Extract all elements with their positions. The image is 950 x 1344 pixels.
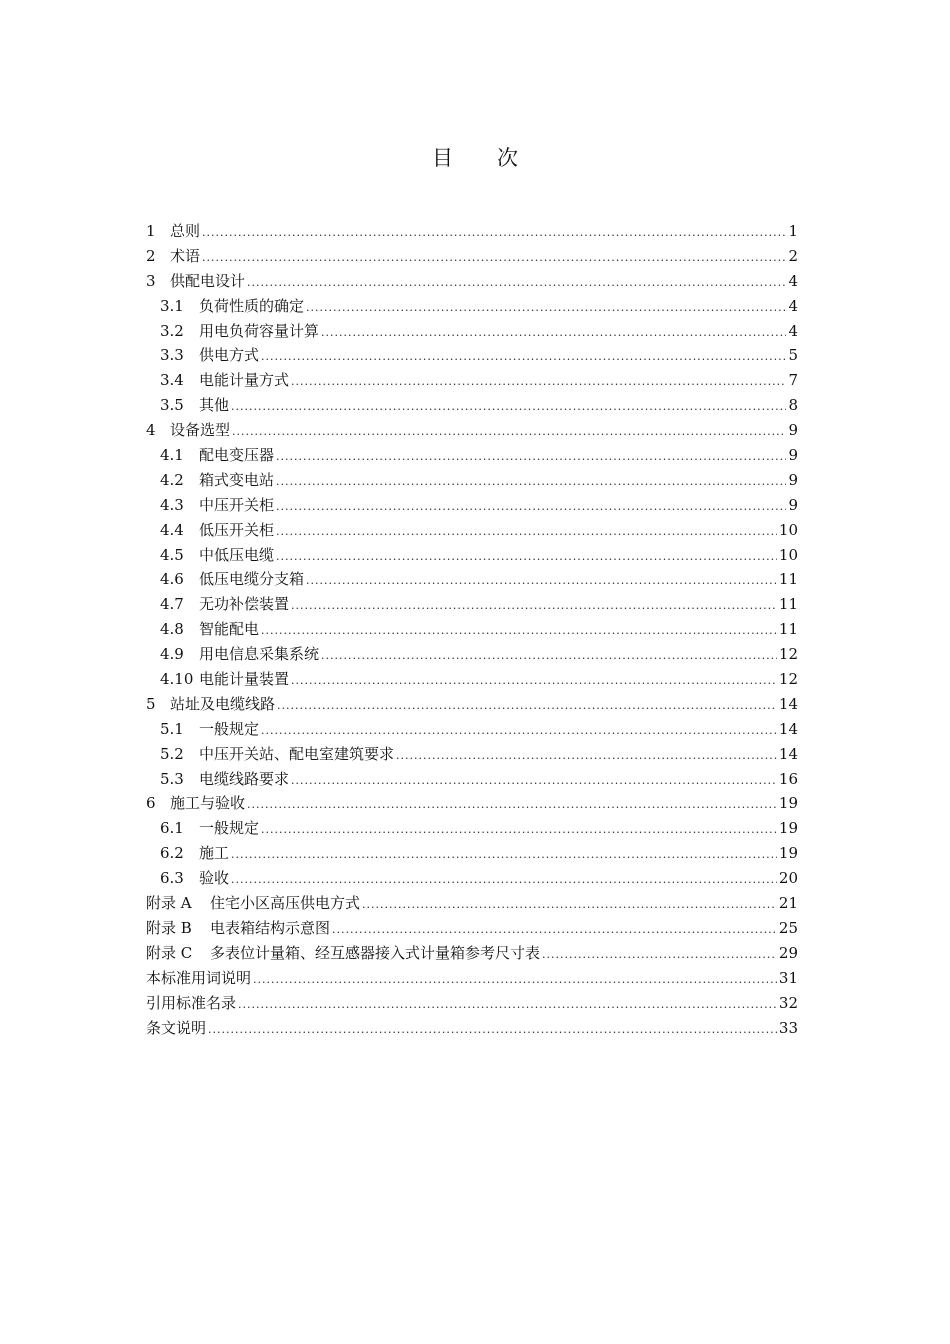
toc-entry-title: 多表位计量箱、经互感器接入式计量箱参考尺寸表	[210, 943, 541, 962]
toc-entry-number: 3.1	[160, 296, 184, 315]
toc-entry-page-number: 31	[778, 968, 798, 987]
toc-entry[interactable]	[146, 567, 798, 592]
toc-entry-title: 其他	[199, 396, 230, 415]
toc-entry-number: 3.4	[160, 371, 184, 390]
dot-leader	[396, 744, 777, 769]
toc-entry-number: 1	[146, 222, 156, 240]
dot-leader	[362, 893, 777, 918]
toc-entry-title: 住宅小区高压供电方式	[210, 894, 361, 913]
toc-entry-title: 总则	[170, 222, 201, 240]
toc-entry-page-number: 16	[778, 769, 798, 788]
toc-entry-page-number: 12	[778, 670, 798, 689]
dot-leader	[261, 345, 786, 370]
dot-leader	[276, 445, 786, 470]
toc-entry[interactable]	[146, 592, 798, 617]
toc-entry[interactable]	[146, 717, 798, 742]
toc-entry-title: 电表箱结构示意图	[210, 918, 331, 937]
dot-leader	[291, 594, 777, 619]
dot-leader	[276, 545, 777, 570]
toc-entry-title: 配电变压器	[199, 446, 275, 465]
toc-entry[interactable]	[146, 767, 798, 792]
toc-entry-title: 低压电缆分支箱	[199, 570, 305, 589]
dot-leader	[291, 669, 777, 694]
toc-entry-page-number: 11	[778, 595, 798, 614]
toc-entry-number: 附录 B	[146, 918, 192, 937]
toc-entry-title: 负荷性质的确定	[199, 296, 305, 315]
toc-entry[interactable]	[146, 269, 798, 294]
page-title-char-1: 目	[432, 146, 453, 170]
page-title-char-2: 次	[497, 146, 518, 170]
toc-entry-page-number: 9	[788, 446, 798, 465]
toc-entry[interactable]	[146, 368, 798, 393]
toc-entry[interactable]	[146, 991, 798, 1016]
toc-entry-number: 5.2	[160, 744, 184, 763]
toc-entry-page-number: 4	[788, 271, 798, 290]
toc-entry-title: 本标准用词说明	[146, 968, 252, 987]
toc-entry-title: 施工与验收	[170, 794, 246, 813]
toc-entry-number: 5	[146, 694, 156, 713]
toc-entry[interactable]	[146, 418, 798, 443]
toc-entry-number: 3.5	[160, 396, 184, 415]
toc-entry-number: 3	[146, 271, 156, 290]
toc-entry-number: 4.10	[160, 670, 194, 689]
dot-leader	[306, 569, 777, 594]
toc-entry[interactable]	[146, 916, 798, 941]
dot-leader	[291, 769, 777, 794]
dot-leader	[231, 868, 777, 893]
toc-entry-title: 智能配电	[199, 620, 260, 639]
dot-leader	[332, 918, 777, 943]
toc-entry-page-number: 11	[778, 570, 798, 589]
toc-entry-page-number: 11	[778, 620, 798, 639]
toc-entry-title: 术语	[170, 246, 201, 265]
toc-entry-number: 6	[146, 794, 156, 813]
toc-entry-page-number: 12	[778, 645, 798, 664]
toc-entry[interactable]	[146, 791, 798, 816]
dot-leader	[247, 793, 777, 818]
toc-entry-page-number: 32	[778, 993, 798, 1012]
toc-entry[interactable]	[146, 219, 798, 244]
toc-entry-title: 引用标准名录	[146, 993, 237, 1012]
toc-entry[interactable]	[146, 667, 798, 692]
dot-leader	[321, 321, 786, 346]
toc-entry-number: 5.1	[160, 719, 184, 738]
dot-leader	[261, 719, 777, 744]
toc-entry-page-number: 7	[788, 371, 798, 390]
toc-entry-number: 6.2	[160, 844, 184, 863]
toc-entry[interactable]	[146, 343, 798, 368]
toc-entry-title: 电能计量装置	[199, 670, 290, 689]
dot-leader	[306, 296, 786, 321]
page-title	[0, 142, 950, 172]
toc-entry[interactable]	[146, 941, 798, 966]
toc-entry[interactable]	[146, 244, 798, 269]
dot-leader	[261, 818, 777, 843]
dot-leader	[253, 968, 777, 993]
dot-leader	[231, 395, 786, 420]
toc-entry[interactable]	[146, 543, 798, 568]
toc-entry-title: 验收	[199, 869, 230, 888]
dot-leader	[202, 246, 786, 271]
toc-entry-page-number: 9	[788, 495, 798, 514]
dot-leader	[277, 694, 777, 719]
toc-entry[interactable]	[146, 294, 798, 319]
dot-leader	[276, 495, 786, 520]
toc-entry[interactable]	[146, 816, 798, 841]
toc-entry-page-number: 33	[778, 1018, 798, 1037]
toc-entry[interactable]	[146, 742, 798, 767]
toc-entry[interactable]	[146, 692, 798, 717]
toc-entry-title: 条文说明	[146, 1018, 207, 1037]
toc-entry[interactable]	[146, 966, 798, 991]
toc-entry-title: 中压开关柜	[199, 495, 275, 514]
toc-entry-page-number: 19	[778, 819, 798, 838]
dot-leader	[232, 420, 786, 445]
toc-entry-page-number: 8	[788, 396, 798, 415]
toc-entry[interactable]	[146, 617, 798, 642]
toc-entry-number: 4.2	[160, 470, 184, 489]
dot-leader	[542, 943, 777, 968]
toc-entry-title: 电缆线路要求	[199, 769, 290, 788]
toc-entry-number: 6.1	[160, 819, 184, 838]
toc-entry-title: 供电方式	[199, 346, 260, 365]
toc-entry[interactable]	[146, 393, 798, 418]
toc-entry-page-number: 4	[788, 296, 798, 315]
table-of-contents	[146, 219, 798, 1040]
toc-entry-number: 附录 A	[146, 894, 192, 913]
dot-leader	[238, 993, 777, 1018]
dot-leader	[261, 619, 777, 644]
toc-entry-title: 设备选型	[170, 421, 231, 440]
toc-entry-number: 4.8	[160, 620, 184, 639]
toc-entry[interactable]	[146, 319, 798, 344]
dot-leader	[231, 843, 777, 868]
toc-entry-page-number: 19	[778, 794, 798, 813]
dot-leader	[208, 1018, 777, 1043]
toc-entry-page-number: 10	[778, 520, 798, 539]
dot-leader	[291, 370, 786, 395]
toc-entry-page-number: 21	[778, 894, 798, 913]
toc-entry[interactable]	[146, 518, 798, 543]
toc-entry-title: 供配电设计	[170, 271, 246, 290]
toc-entry[interactable]	[146, 841, 798, 866]
toc-entry-number: 4.5	[160, 545, 184, 564]
toc-entry-title: 无功补偿装置	[199, 595, 290, 614]
toc-entry-title: 中低压电缆	[199, 545, 275, 564]
toc-entry-page-number: 4	[788, 321, 798, 340]
toc-entry-number: 4.3	[160, 495, 184, 514]
toc-entry-page-number: 10	[778, 545, 798, 564]
toc-entry-number: 4.1	[160, 446, 184, 465]
toc-entry-page-number: 19	[778, 844, 798, 863]
toc-entry-number: 4.9	[160, 645, 184, 664]
toc-entry-title: 电能计量方式	[199, 371, 290, 390]
dot-leader	[276, 520, 777, 545]
toc-entry-page-number: 5	[788, 346, 798, 365]
toc-entry[interactable]	[146, 1016, 798, 1041]
toc-entry-number: 3.2	[160, 321, 184, 340]
dot-leader	[202, 221, 786, 246]
toc-entry-page-number: 1	[788, 222, 798, 240]
toc-entry-title: 用电负荷容量计算	[199, 321, 320, 340]
toc-entry-number: 4.6	[160, 570, 184, 589]
dot-leader	[247, 271, 786, 296]
toc-entry-page-number: 25	[778, 918, 798, 937]
toc-entry-number: 6.3	[160, 869, 184, 888]
toc-entry-page-number: 9	[788, 470, 798, 489]
toc-entry[interactable]	[146, 891, 798, 916]
toc-entry[interactable]	[146, 468, 798, 493]
toc-entry-page-number: 14	[778, 694, 798, 713]
toc-entry-title: 施工	[199, 844, 230, 863]
toc-entry-page-number: 29	[778, 943, 798, 962]
toc-entry-page-number: 2	[788, 246, 798, 265]
toc-entry-number: 4.4	[160, 520, 184, 539]
toc-entry-page-number: 20	[778, 869, 798, 888]
toc-entry-number: 5.3	[160, 769, 184, 788]
toc-entry-number: 3.3	[160, 346, 184, 365]
toc-entry-title: 用电信息采集系统	[199, 645, 320, 664]
toc-entry[interactable]	[146, 443, 798, 468]
toc-entry-number: 4	[146, 421, 156, 440]
toc-entry-title: 中压开关站、配电室建筑要求	[199, 744, 395, 763]
toc-entry-title: 一般规定	[199, 719, 260, 738]
toc-entry-page-number: 9	[788, 421, 798, 440]
toc-entry-number: 4.7	[160, 595, 184, 614]
toc-entry-page-number: 14	[778, 744, 798, 763]
toc-entry-title: 低压开关柜	[199, 520, 275, 539]
dot-leader	[276, 470, 786, 495]
toc-entry-page-number: 14	[778, 719, 798, 738]
toc-entry[interactable]	[146, 493, 798, 518]
toc-entry-number: 2	[146, 246, 156, 265]
toc-entry-title: 一般规定	[199, 819, 260, 838]
toc-entry[interactable]	[146, 642, 798, 667]
toc-entry-number: 附录 C	[146, 943, 193, 962]
dot-leader	[321, 644, 777, 669]
toc-entry-title: 箱式变电站	[199, 470, 275, 489]
toc-entry[interactable]	[146, 866, 798, 891]
toc-entry-title: 站址及电缆线路	[170, 694, 276, 713]
